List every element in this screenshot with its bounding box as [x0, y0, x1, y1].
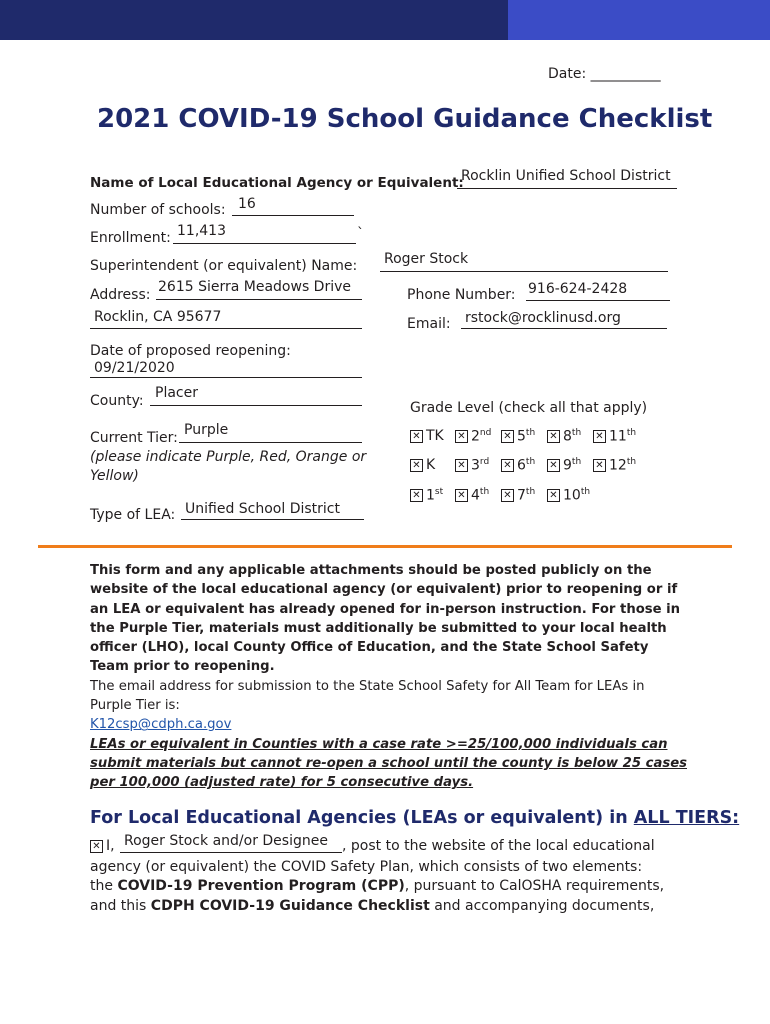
- grade-option[interactable]: [501, 457, 535, 474]
- top-banner: [0, 0, 770, 40]
- section-text-3a: the: [90, 878, 118, 894]
- grade-label: 11: [609, 428, 627, 445]
- superintendent-label: Superintendent (or equivalent) Name:: [90, 258, 358, 274]
- grade-suffix: st: [434, 487, 444, 497]
- phone-line: [526, 300, 670, 301]
- grade-suffix: th: [525, 428, 536, 438]
- grade-checkbox[interactable]: ✕: [410, 459, 423, 472]
- grade-option[interactable]: [547, 428, 581, 445]
- notice-bold-text: This form and any applicable attachments should be posted publicly on the website of the local educational agency (or equivalent) prior to reopening or if an LEA or equivalent has already opened for in-person instruction. For those in the Purple Tier, materials must additionally be submitted to your local health officer (LHO), local County Office of Education, and the State School Safety Team prior to reopening.: [90, 563, 681, 675]
- grade-checkbox[interactable]: ✕: [547, 430, 560, 443]
- grade-suffix: th: [479, 487, 490, 497]
- grade-label: 7: [517, 487, 526, 504]
- grade-option[interactable]: [410, 487, 443, 504]
- grade-option[interactable]: [410, 457, 435, 473]
- grade-suffix: th: [571, 428, 582, 438]
- grade-checkbox[interactable]: ✕: [455, 489, 468, 502]
- email-value[interactable]: rstock@rocklinusd.org: [465, 310, 621, 326]
- grade-label: 4: [471, 487, 480, 504]
- grade-label: 12: [609, 457, 627, 474]
- address-line-1: [156, 299, 362, 300]
- grade-label: 5: [517, 428, 526, 445]
- county-label: County:: [90, 393, 144, 409]
- grade-checkbox[interactable]: ✕: [410, 430, 423, 443]
- tier-value[interactable]: Purple: [184, 422, 229, 438]
- address-line-2: [90, 328, 362, 329]
- all-tiers-heading: [90, 808, 739, 828]
- address-label: Address:: [90, 287, 151, 303]
- enrollment-value[interactable]: 11,413: [177, 223, 226, 239]
- notice-email-link[interactable]: K12csp@cdph.ca.gov: [90, 717, 232, 733]
- tier-label: Current Tier:: [90, 430, 178, 446]
- grade-label: 6: [517, 457, 526, 474]
- grade-option[interactable]: [455, 457, 489, 474]
- enrollment-tick: `: [357, 226, 364, 242]
- reopening-value[interactable]: 09/21/2020: [94, 360, 175, 376]
- section-text-2: agency (or equivalent) the COVID Safety Plan, which consists of two elements:: [90, 859, 643, 875]
- phone-label: Phone Number:: [407, 287, 516, 303]
- grade-label: K: [426, 457, 436, 473]
- designee-checkbox[interactable]: ✕: [90, 840, 103, 853]
- address-value-2[interactable]: Rocklin, CA 95677: [94, 309, 222, 325]
- notice-warning: LEAs or equivalent in Counties with a case rate >=25/100,000 individuals can submit materials but cannot re-open a school until the county is below 25 cases per 100,000 (adjusted rate) for 5 consecutive days.: [90, 736, 687, 791]
- grade-checkbox[interactable]: ✕: [455, 459, 468, 472]
- grade-suffix: th: [626, 428, 637, 438]
- email-label: Email:: [407, 316, 451, 332]
- grade-option[interactable]: [593, 428, 636, 445]
- grade-option[interactable]: [593, 457, 636, 474]
- lea-name-line: [457, 188, 677, 189]
- grade-label: TK: [426, 428, 444, 444]
- grade-suffix: th: [580, 487, 591, 497]
- grade-suffix: th: [626, 457, 637, 467]
- grade-label: 9: [563, 457, 572, 474]
- section-text-3c: , pursuant to CalOSHA requirements,: [404, 878, 665, 894]
- grade-option[interactable]: [455, 428, 491, 445]
- lea-type-line: [181, 519, 364, 520]
- grade-suffix: th: [571, 457, 582, 467]
- designee-underline: [120, 852, 342, 853]
- enrollment-line: [173, 243, 356, 244]
- grade-label: 2: [471, 428, 480, 445]
- grade-option[interactable]: [455, 487, 489, 504]
- grade-checkbox[interactable]: ✕: [455, 430, 468, 443]
- grade-checkbox[interactable]: ✕: [501, 489, 514, 502]
- date-field[interactable]: Date: __________: [548, 66, 661, 82]
- section-text-4b: CDPH COVID-19 Guidance Checklist: [150, 898, 430, 914]
- grade-suffix: th: [525, 457, 536, 467]
- grade-checkbox[interactable]: ✕: [501, 430, 514, 443]
- page-title: 2021 COVID-19 School Guidance Checklist: [97, 104, 713, 134]
- grade-label: 3: [471, 457, 480, 474]
- section-text-4c: and accompanying documents,: [429, 898, 655, 914]
- top-banner-accent: [508, 0, 770, 40]
- schools-line: [232, 215, 354, 216]
- section-text-3: [90, 878, 664, 894]
- notice-block: [90, 561, 690, 793]
- grade-label: 8: [563, 428, 572, 445]
- designee-value[interactable]: Roger Stock and/or Designee: [124, 833, 328, 849]
- grade-option[interactable]: [547, 487, 590, 504]
- section-text-4: [90, 898, 654, 914]
- grade-option[interactable]: [501, 428, 535, 445]
- grade-level-label: Grade Level (check all that apply): [410, 400, 648, 416]
- county-value[interactable]: Placer: [155, 385, 198, 401]
- grade-checkbox[interactable]: ✕: [501, 459, 514, 472]
- grade-suffix: rd: [479, 457, 490, 467]
- superintendent-value[interactable]: Roger Stock: [384, 251, 469, 267]
- grade-label: 1: [426, 487, 435, 504]
- grade-checkbox[interactable]: ✕: [410, 489, 423, 502]
- email-line: [461, 328, 667, 329]
- reopening-label: Date of proposed reopening:: [90, 343, 291, 359]
- lea-name-value[interactable]: Rocklin Unified School District: [461, 168, 671, 184]
- schools-value[interactable]: 16: [238, 196, 256, 212]
- lea-type-value[interactable]: Unified School District: [185, 501, 340, 517]
- all-tiers-heading-emph: ALL TIERS:: [633, 808, 740, 828]
- section-text-4a: and this: [90, 898, 151, 914]
- section-text-1: , post to the website of the local educational: [342, 838, 655, 854]
- grade-label: 10: [563, 487, 581, 504]
- notice-email-text: The email address for submission to the State School Safety for All Team for LEAs in Purple Tier is:: [90, 678, 645, 714]
- designee-i: I,: [106, 838, 115, 854]
- grade-option[interactable]: [547, 457, 581, 474]
- lea-type-label: Type of LEA:: [90, 507, 176, 523]
- grade-checkbox[interactable]: ✕: [547, 459, 560, 472]
- schools-label: Number of schools:: [90, 202, 226, 218]
- grade-checkbox[interactable]: ✕: [593, 459, 606, 472]
- grade-suffix: th: [525, 487, 536, 497]
- tier-line: [179, 442, 362, 443]
- lea-name-label: Name of Local Educational Agency or Equivalent:: [90, 175, 464, 191]
- grade-checkbox[interactable]: ✕: [547, 489, 560, 502]
- enrollment-label: Enrollment:: [90, 230, 171, 246]
- grade-checkbox[interactable]: ✕: [593, 430, 606, 443]
- reopening-line: [90, 377, 362, 378]
- phone-value[interactable]: 916-624-2428: [528, 281, 628, 297]
- tier-hint-2: Yellow): [90, 468, 139, 484]
- grade-option[interactable]: [501, 487, 535, 504]
- all-tiers-heading-prefix: For Local Educational Agencies (LEAs or equivalent) in: [90, 808, 634, 828]
- section-text-3b: COVID-19 Prevention Program (CPP): [117, 878, 405, 894]
- superintendent-line: [380, 271, 668, 272]
- county-line: [150, 405, 362, 406]
- tier-hint-1: (please indicate Purple, Red, Orange or: [90, 449, 367, 465]
- section-divider: [38, 545, 732, 548]
- grade-suffix: nd: [479, 428, 492, 438]
- grade-option[interactable]: [410, 428, 444, 444]
- address-value-1[interactable]: 2615 Sierra Meadows Drive: [158, 279, 352, 295]
- designee-line: [90, 838, 115, 854]
